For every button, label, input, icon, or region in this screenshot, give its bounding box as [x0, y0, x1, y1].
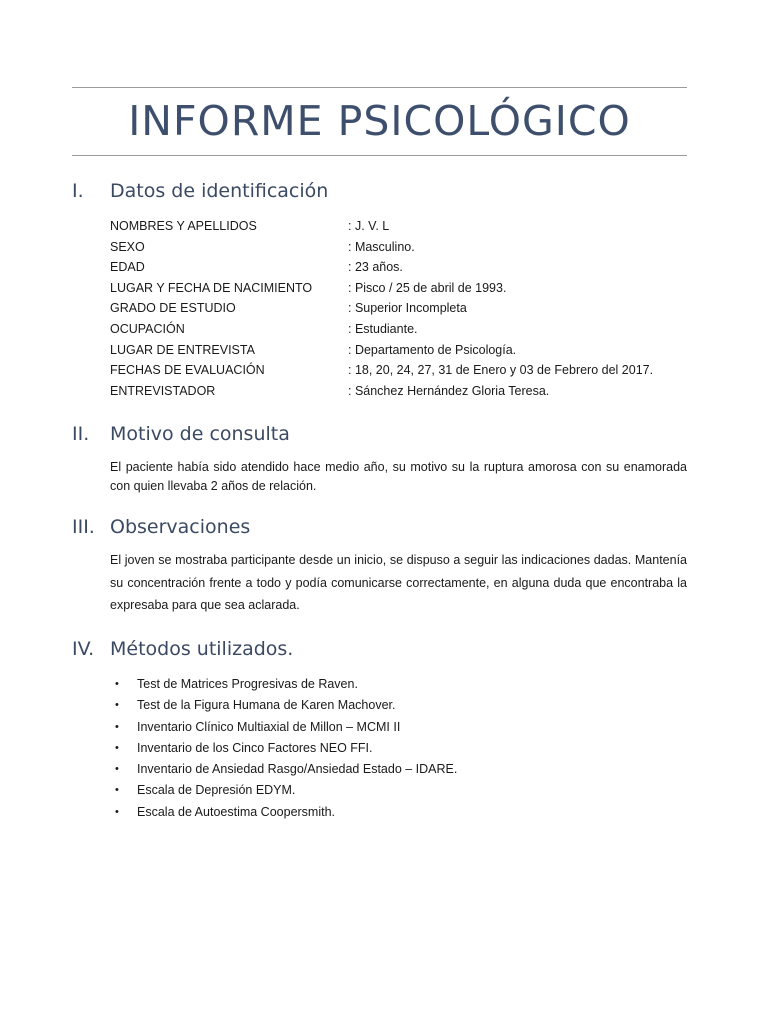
field-label: EDAD: [110, 260, 145, 275]
field-value: : 23 años.: [348, 260, 403, 275]
bullet-icon: •: [115, 741, 119, 754]
field-value: : Estudiante.: [348, 321, 418, 336]
field-value: : Superior Incompleta: [348, 301, 467, 316]
field-label: OCUPACIÓN: [110, 321, 185, 336]
field-label: SEXO: [110, 239, 145, 254]
section-title: Observaciones: [110, 516, 251, 538]
section-title: Métodos utilizados.: [110, 638, 294, 660]
section-paragraph: El paciente había sido atendido hace medio año, su motivo su la ruptura amorosa con su enamorada con quien llevaba 2 años de relación.: [110, 460, 687, 493]
table-row: [110, 298, 687, 319]
section-reason: [72, 421, 687, 496]
field-value: : 18, 20, 24, 27, 31 de Enero y 03 de Febrero del 2017.: [348, 363, 654, 378]
field-value: : Masculino.: [348, 239, 415, 254]
section-heading: [72, 421, 687, 447]
field-value: : Sánchez Hernández Gloria Teresa.: [348, 383, 550, 398]
section-heading: [72, 514, 687, 540]
field-value: : Pisco / 25 de abril de 1993.: [348, 280, 507, 295]
section-paragraph: El joven se mostraba participante desde un inicio, se dispuso a seguir las indicaciones dadas. Mantenía su concentración frente a todo y podía comunicarse correctamente, en alguna duda que encontraba la expresaba para que sea aclarada.: [110, 553, 687, 612]
title-bottom-rule: [72, 155, 687, 156]
table-row: [110, 340, 687, 361]
list-item: [110, 738, 687, 759]
list-item-text: Inventario Clínico Multiaxial de Millon – MCMI II: [137, 719, 401, 734]
field-label: ENTREVISTADOR: [110, 383, 216, 398]
list-item-text: Inventario de Ansiedad Rasgo/Ansiedad Estado – IDARE.: [137, 762, 458, 777]
section-number: III.: [72, 516, 95, 538]
list-item-text: Inventario de los Cinco Factores NEO FFI.: [137, 740, 373, 755]
list-item: [110, 695, 687, 716]
field-label: NOMBRES Y APELLIDOS: [110, 219, 257, 233]
section-heading: [72, 636, 687, 662]
section-number: I.: [72, 180, 84, 202]
section-heading: [72, 178, 687, 204]
table-row: [110, 278, 687, 299]
identification-table: [110, 216, 687, 401]
table-row: [110, 237, 687, 258]
bullet-icon: •: [115, 678, 119, 690]
section-number: II.: [72, 423, 90, 445]
table-row: [110, 216, 687, 237]
bullet-icon: •: [115, 720, 119, 733]
bullet-icon: •: [115, 784, 119, 797]
list-item: [110, 759, 687, 780]
field-label: LUGAR Y FECHA DE NACIMIENTO: [110, 280, 313, 295]
section-observations: [72, 514, 687, 617]
section-methods: [72, 636, 687, 823]
section-title: Motivo de consulta: [110, 423, 290, 445]
field-label: FECHAS DE EVALUACIÓN: [110, 363, 265, 378]
table-row: [110, 319, 687, 340]
list-item-text: Escala de Autoestima Coopersmith.: [137, 804, 336, 819]
section-title: Datos de identificación: [110, 180, 329, 202]
bullet-icon: •: [115, 805, 119, 818]
list-item: [110, 802, 687, 823]
list-item-text: Escala de Depresión EDYM.: [137, 783, 296, 798]
field-value: : Departamento de Psicología.: [348, 342, 517, 357]
table-row: [110, 360, 687, 381]
bullet-icon: •: [115, 763, 119, 776]
list-item: [110, 717, 687, 738]
document-title: INFORME PSICOLÓGICO: [128, 97, 631, 145]
field-label: LUGAR DE ENTREVISTA: [110, 342, 255, 357]
list-item: [110, 780, 687, 801]
field-label: GRADO DE ESTUDIO: [110, 301, 236, 316]
field-value: : J. V. L: [348, 219, 390, 233]
list-item-text: Test de la Figura Humana de Karen Machover.: [137, 698, 396, 713]
section-number: IV.: [72, 638, 95, 660]
table-row: [110, 381, 687, 402]
list-item: [110, 674, 687, 695]
table-row: [110, 257, 687, 278]
title-top-rule: [72, 87, 687, 88]
section-identification: [72, 178, 687, 401]
list-item-text: Test de Matrices Progresivas de Raven.: [137, 677, 358, 691]
bullet-icon: •: [115, 699, 119, 712]
methods-list: [110, 674, 687, 823]
